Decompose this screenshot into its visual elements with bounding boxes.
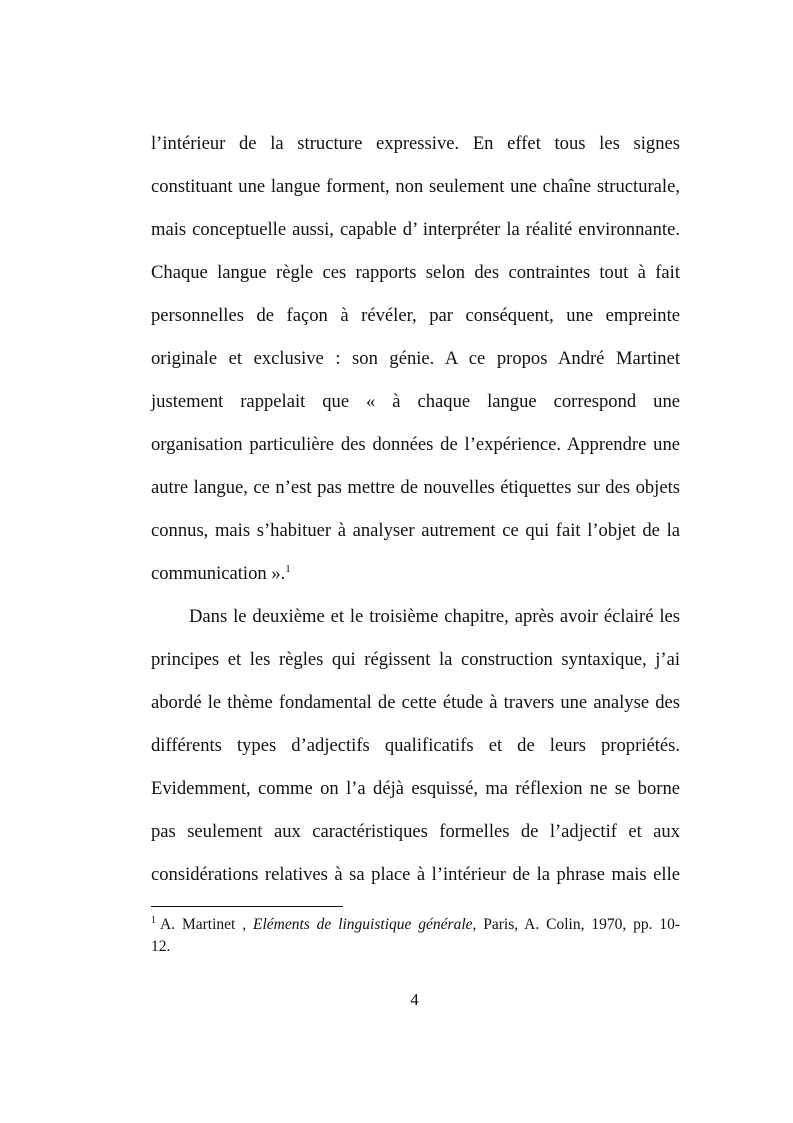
text-line: pas seulement aux caractéristiques formelles de l’adjectif et aux <box>151 821 680 842</box>
text-line: organisation particulière des données de l’expérience. Apprendre une <box>151 434 680 455</box>
text-line: différents types d’adjectifs qualificatifs et de leurs propriétés. <box>151 735 680 756</box>
text-line: justement rappelait que « à chaque langue correspond une <box>151 391 680 412</box>
footnote-details: , Paris, A. Colin, 1970, pp. 10- <box>472 916 680 933</box>
main-text <box>151 127 680 901</box>
footnote <box>151 914 680 958</box>
text-line: originale et exclusive : son génie. A ce propos André Martinet <box>151 348 680 369</box>
text-line: abordé le thème fondamental de cette étude à travers une analyse des <box>151 692 680 713</box>
footnote-separator <box>151 906 343 907</box>
text-line: Dans le deuxième et le troisième chapitre, après avoir éclairé les <box>189 606 680 627</box>
footnote-line-continuation: 12. <box>151 938 171 955</box>
footnote-title: Eléments de linguistique générale <box>252 916 473 933</box>
text-line: constituant une langue forment, non seulement une chaîne structurale, <box>151 176 680 197</box>
text-line: autre langue, ce n’est pas mettre de nouvelles étiquettes sur des objets <box>151 477 680 498</box>
text-line: principes et les règles qui régissent la construction syntaxique, j’ai <box>151 649 680 670</box>
footnote-marker: 1 <box>151 915 156 926</box>
text-line: Evidemment, comme on l’a déjà esquissé, ma réflexion ne se borne <box>151 778 680 799</box>
text-line: personnelles de façon à révéler, par conséquent, une empreinte <box>151 305 680 326</box>
footnote-line <box>151 914 680 936</box>
text-line: l’intérieur de la structure expressive. En effet tous les signes <box>151 133 680 154</box>
text-line: connus, mais s’habituer à analyser autrement ce qui fait l’objet de la <box>151 520 680 541</box>
footnote-author: A. Martinet , <box>160 916 247 933</box>
text-line-with-footnote <box>151 557 680 600</box>
text-line-content: communication ». <box>151 563 286 584</box>
footnote-reference[interactable]: 1 <box>285 563 291 575</box>
page-number: 4 <box>410 990 419 1009</box>
text-line: mais conceptuelle aussi, capable d’ interpréter la réalité environnante. <box>151 219 680 240</box>
text-line: considérations relatives à sa place à l’intérieur de la phrase mais elle <box>151 864 680 885</box>
text-line: Chaque langue règle ces rapports selon des contraintes tout à fait <box>151 262 680 283</box>
